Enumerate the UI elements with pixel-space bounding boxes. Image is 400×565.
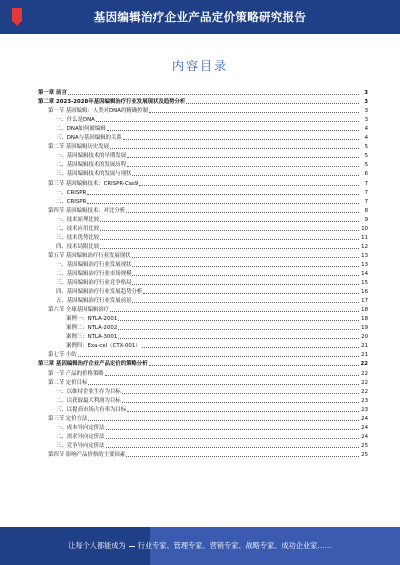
toc-entry-label: 四、技术局限比较	[56, 243, 100, 250]
toc-entry-label: 案例四：Exa-cel（CTX-001）	[66, 343, 141, 350]
toc-leader-dots	[122, 393, 359, 394]
toc-entry-page: 21	[361, 352, 368, 359]
toc-entry-label: 案例二：NTLA-2002	[66, 325, 118, 332]
toc-entry[interactable]	[38, 115, 368, 124]
toc-leader-dots	[110, 311, 359, 312]
toc-leader-dots	[96, 121, 359, 122]
toc-entry-label: 二、CRISPR	[56, 198, 87, 205]
toc-entry-label: 第二节 基因编辑历史发展	[48, 144, 110, 151]
toc-entry-label: 第四节 基因编辑技术：对比分析	[48, 207, 126, 214]
toc-leader-dots	[143, 293, 359, 294]
footer-slogan	[68, 541, 332, 551]
toc-entry[interactable]	[38, 233, 368, 242]
toc-leader-dots	[149, 112, 359, 113]
toc-entry[interactable]	[38, 142, 368, 151]
toc-entry[interactable]	[38, 405, 368, 414]
toc-leader-dots	[127, 157, 359, 158]
toc-entry[interactable]	[38, 133, 368, 142]
footer-slogan-right: 行业专家、管理专家、营销专家、战略专家、成功企业家……	[137, 541, 332, 550]
toc-leader-dots	[88, 384, 359, 385]
toc-leader-dots	[106, 447, 359, 448]
toc-leader-dots	[110, 148, 359, 149]
toc-leader-dots	[122, 402, 359, 403]
toc-entry[interactable]	[38, 414, 368, 423]
toc-entry-label: 五、基因编辑治疗行业发展前景	[56, 298, 132, 305]
toc-entry-page: 11	[361, 234, 368, 241]
toc-entry[interactable]	[38, 278, 368, 287]
toc-leader-dots	[149, 365, 359, 366]
toc-leader-dots	[186, 103, 359, 104]
toc-leader-dots	[106, 429, 359, 430]
toc-entry-label: 一、基因编辑治疗行业发展现状	[56, 261, 132, 268]
toc-leader-dots	[139, 185, 359, 186]
report-header	[0, 0, 400, 34]
toc-entry-label: 第七节 小结	[48, 352, 77, 359]
toc-entry-label: 案例一：NTLA-2001	[66, 316, 118, 323]
toc-entry-label: 第一节 产品的价格策略	[48, 370, 104, 377]
toc-list	[38, 88, 368, 459]
toc-entry-page: 7	[364, 198, 368, 205]
toc-leader-dots	[107, 130, 359, 131]
toc-entry[interactable]	[38, 387, 368, 396]
toc-title: 内容目录	[171, 59, 228, 73]
toc-entry[interactable]	[38, 341, 368, 350]
toc-leader-dots	[68, 94, 359, 95]
toc-entry-label: 三、以提高市场占有率为目标	[56, 406, 127, 413]
toc-leader-dots	[87, 203, 359, 204]
toc-entry[interactable]	[38, 97, 368, 106]
toc-entry[interactable]	[38, 188, 368, 197]
toc-entry-label: 第四节 影响产品价格的主要因素	[48, 451, 126, 458]
toc-entry-label: 第六节 全球基因编辑治疗	[48, 307, 110, 314]
toc-entry-label: 二、需求导向定价法	[56, 433, 105, 440]
toc-entry-label: 二、技术应用比较	[56, 225, 100, 232]
toc-entry-page: 4	[364, 135, 368, 142]
toc-entry[interactable]	[38, 224, 368, 233]
toc-entry[interactable]	[38, 432, 368, 441]
toc-entry-page: 10	[361, 225, 368, 232]
toc-entry[interactable]	[38, 260, 368, 269]
toc-entry-label: 一、技术原理比较	[56, 216, 100, 223]
toc-leader-dots	[132, 266, 359, 267]
toc-entry-page: 19	[361, 325, 368, 332]
toc-entry[interactable]	[38, 368, 368, 377]
toc-entry[interactable]	[38, 206, 368, 215]
toc-page	[22, 38, 378, 516]
toc-entry-label: 三、竞争导向定价法	[56, 442, 105, 449]
toc-entry[interactable]	[38, 423, 368, 432]
toc-entry[interactable]	[38, 251, 368, 260]
report-title: 基因编辑治疗企业产品定价策略研究报告	[93, 10, 307, 24]
toc-entry-page: 6	[364, 171, 368, 178]
toc-entry-page: 17	[361, 298, 368, 305]
toc-entry-page: 5	[364, 162, 368, 169]
toc-entry-page: 5	[364, 153, 368, 160]
toc-entry-page: 7	[364, 180, 368, 187]
toc-leader-dots	[126, 456, 359, 457]
toc-leader-dots	[100, 221, 359, 222]
toc-leader-dots	[87, 194, 359, 195]
toc-entry[interactable]	[38, 296, 368, 305]
report-footer	[0, 527, 400, 565]
toc-entry-page: 22	[360, 361, 368, 368]
toc-entry-label: 二、DNA如何被编辑	[56, 126, 106, 133]
toc-entry[interactable]	[38, 215, 368, 224]
toc-entry-page: 25	[361, 442, 368, 449]
toc-leader-dots	[127, 411, 359, 412]
toc-leader-dots	[100, 248, 359, 249]
toc-entry[interactable]	[38, 88, 368, 97]
toc-leader-dots	[132, 175, 359, 176]
toc-entry-label: 二、以获取最大利润为目标	[56, 397, 121, 404]
toc-entry-label: 第三节 基因编辑技术：CRISPR-Cas9	[48, 180, 139, 187]
toc-entry-label: 一、成本导向定价法	[56, 424, 105, 431]
toc-leader-dots	[132, 275, 359, 276]
toc-entry[interactable]	[38, 197, 368, 206]
toc-entry[interactable]	[38, 396, 368, 405]
toc-entry[interactable]	[38, 151, 368, 160]
toc-entry-label: 一、以维持企业生存为目标	[56, 388, 121, 395]
toc-entry[interactable]	[38, 323, 368, 332]
toc-entry-label: 案例三：NTLA-3001	[66, 334, 118, 341]
toc-entry-page: 3	[364, 99, 368, 106]
toc-entry[interactable]	[38, 269, 368, 278]
toc-entry-label: 第二节 定价目标	[48, 379, 88, 386]
toc-entry[interactable]	[38, 287, 368, 296]
toc-entry-page: 14	[361, 270, 368, 277]
toc-entry-page: 7	[364, 189, 368, 196]
toc-entry[interactable]	[38, 305, 368, 314]
toc-entry-page: 16	[361, 289, 368, 296]
toc-entry-page: 24	[361, 424, 368, 431]
toc-leader-dots	[106, 438, 359, 439]
toc-entry[interactable]	[38, 350, 368, 359]
logo-icon	[12, 8, 22, 26]
toc-entry-page: 15	[361, 280, 368, 287]
toc-entry[interactable]	[38, 178, 368, 187]
toc-entry-label: 二、基因编辑技术的发展历程	[56, 162, 127, 169]
footer-slogan-left: 让每个人都能成为	[68, 541, 126, 550]
toc-entry-page: 4	[364, 126, 368, 133]
toc-entry-page: 5	[364, 144, 368, 151]
toc-entry[interactable]	[38, 160, 368, 169]
footer-separator	[129, 546, 135, 547]
toc-entry[interactable]	[38, 332, 368, 341]
toc-entry[interactable]	[38, 106, 368, 115]
toc-leader-dots	[142, 347, 359, 348]
toc-entry-page: 24	[361, 415, 368, 422]
toc-entry-page: 13	[361, 252, 368, 259]
toc-entry[interactable]	[38, 242, 368, 251]
toc-entry-label: 三、DNA与基因编辑的关系	[56, 135, 122, 142]
toc-leader-dots	[118, 329, 359, 330]
toc-leader-dots	[132, 257, 359, 258]
toc-entry-page: 13	[361, 261, 368, 268]
toc-entry-page: 21	[361, 343, 368, 350]
toc-leader-dots	[132, 302, 359, 303]
toc-entry-label: 三、技术优势比较	[56, 234, 100, 241]
toc-entry[interactable]	[38, 169, 368, 178]
toc-entry[interactable]	[38, 314, 368, 323]
toc-entry-page: 9	[364, 216, 368, 223]
toc-entry-page: 8	[364, 207, 368, 214]
toc-entry-label: 二、基因编辑治疗行业市场规模	[56, 270, 132, 277]
toc-leader-dots	[100, 239, 359, 240]
toc-leader-dots	[123, 139, 359, 140]
toc-entry[interactable]	[38, 441, 368, 450]
toc-leader-dots	[118, 320, 359, 321]
toc-entry-page: 3	[364, 90, 368, 97]
toc-entry-label: 三、基因编辑技术的发展与现状	[56, 171, 132, 178]
toc-entry-label: 四、基因编辑治疗行业发展趋势分析	[56, 289, 143, 296]
toc-entry-page: 23	[361, 406, 368, 413]
toc-leader-dots	[118, 338, 359, 339]
toc-entry-label: 第二章 2023-2028年基因编辑治疗行业发展现状及趋势分析	[38, 99, 186, 106]
toc-leader-dots	[126, 212, 359, 213]
toc-entry-label: 一、CRISPR	[56, 189, 87, 196]
toc-leader-dots	[78, 356, 359, 357]
toc-entry-label: 三、基因编辑治疗行业竞争格局	[56, 280, 132, 287]
toc-entry-label: 第一节 基因编辑：人类对DNA的精确控制	[48, 108, 148, 115]
toc-entry-page: 24	[361, 433, 368, 440]
toc-entry-label: 第五节 基因编辑治疗行业发展现状	[48, 252, 131, 259]
toc-entry-page: 22	[361, 388, 368, 395]
toc-leader-dots	[100, 230, 359, 231]
toc-entry-page: 22	[361, 379, 368, 386]
toc-entry[interactable]	[38, 359, 368, 368]
toc-entry-page: 18	[361, 316, 368, 323]
toc-leader-dots	[88, 420, 359, 421]
toc-entry-page: 25	[361, 451, 368, 458]
toc-entry[interactable]	[38, 124, 368, 133]
toc-leader-dots	[105, 375, 359, 376]
toc-entry-label: 第三章 基因编辑治疗企业产品定价的策略分析	[38, 361, 148, 368]
toc-entry-page: 20	[361, 334, 368, 341]
toc-entry-page: 23	[361, 397, 368, 404]
toc-entry[interactable]	[38, 450, 368, 459]
toc-entry[interactable]	[38, 378, 368, 387]
toc-entry-page: 22	[361, 370, 368, 377]
toc-entry-page: 18	[361, 307, 368, 314]
toc-entry-page: 12	[361, 243, 368, 250]
toc-entry-label: 第一章 前言	[38, 90, 67, 97]
toc-entry-page: 3	[364, 117, 368, 124]
toc-entry-label: 第三节 定价方法	[48, 415, 88, 422]
toc-entry-label: 一、什么是DNA	[56, 117, 95, 124]
toc-leader-dots	[132, 284, 359, 285]
toc-leader-dots	[127, 166, 359, 167]
toc-entry-label: 一、基因编辑技术的早期发展	[56, 153, 127, 160]
toc-entry-page: 3	[364, 108, 368, 115]
